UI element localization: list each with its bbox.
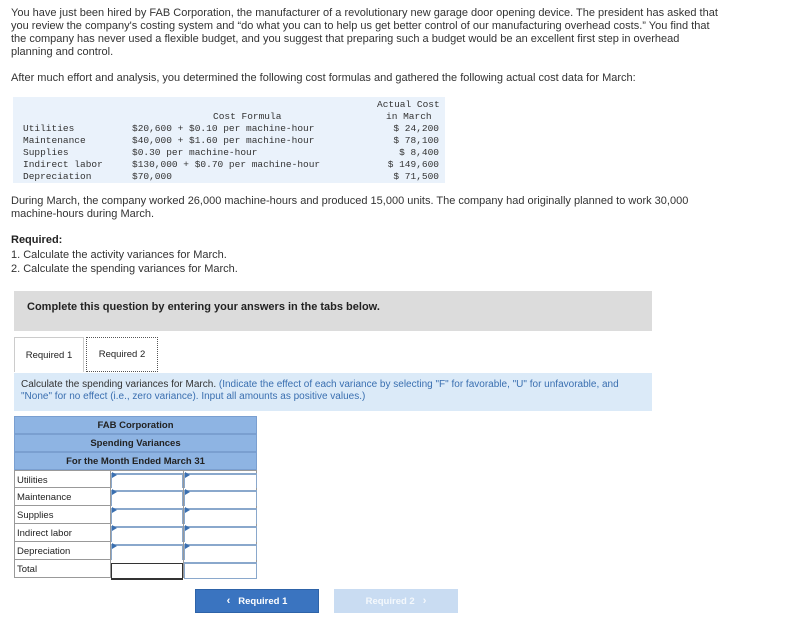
actual-cost-header: Actual Cost bbox=[377, 99, 440, 110]
required-item: 2. Calculate the spending variances for March. bbox=[11, 263, 238, 275]
input-marker-icon bbox=[185, 507, 190, 513]
total-amount-input[interactable] bbox=[111, 563, 183, 580]
required-title: Required: bbox=[11, 234, 63, 246]
input-marker-icon bbox=[112, 507, 117, 513]
input-marker-icon bbox=[112, 472, 117, 478]
utilities-effect-select[interactable] bbox=[184, 473, 257, 490]
row-label: Maintenance bbox=[17, 492, 72, 503]
required-item: 1. Calculate the activity variances for March. bbox=[11, 249, 227, 261]
cost-formula: $20,600 + $0.10 per machine-hour bbox=[132, 123, 315, 134]
cost-formula: $70,000 bbox=[132, 171, 172, 182]
cost-actual: $ 149,600 bbox=[387, 159, 439, 170]
table-period: For the Month Ended March 31 bbox=[14, 452, 257, 470]
cost-formula: $40,000 + $1.60 per machine-hour bbox=[132, 135, 315, 146]
supplies-effect-select[interactable] bbox=[184, 508, 257, 525]
spending-variance-table bbox=[14, 416, 257, 578]
maintenance-amount-input[interactable] bbox=[111, 490, 183, 507]
complete-instructions: Complete this question by entering your answers in the tabs below. bbox=[14, 291, 652, 331]
row-label: Indirect labor bbox=[17, 528, 72, 539]
input-marker-icon bbox=[112, 489, 117, 495]
table-row bbox=[14, 488, 257, 506]
cost-formula-header: Cost Formula bbox=[213, 111, 282, 122]
supplies-amount-input[interactable] bbox=[111, 508, 183, 525]
input-marker-icon bbox=[112, 525, 117, 531]
next-button-label: Required 2 bbox=[365, 595, 415, 607]
table-row bbox=[14, 524, 257, 542]
cost-row bbox=[23, 135, 443, 147]
total-effect-select[interactable] bbox=[184, 562, 257, 579]
chevron-right-icon: › bbox=[422, 595, 427, 607]
cost-row bbox=[23, 123, 443, 135]
cost-actual: $ 8,400 bbox=[399, 147, 439, 158]
cost-name: Indirect labor bbox=[23, 159, 103, 170]
cost-data-lead: After much effort and analysis, you determined the following cost formulas and gathered the following actual cost data for March: bbox=[11, 72, 636, 84]
table-row bbox=[14, 506, 257, 524]
prev-button[interactable] bbox=[195, 589, 319, 613]
table-row bbox=[14, 470, 257, 488]
cost-row bbox=[23, 147, 443, 159]
table-company: FAB Corporation bbox=[14, 416, 257, 434]
cost-actual: $ 71,500 bbox=[393, 171, 439, 182]
row-label: Utilities bbox=[17, 475, 48, 486]
input-marker-icon bbox=[185, 543, 190, 549]
depreciation-effect-select[interactable] bbox=[184, 544, 257, 561]
cost-name: Utilities bbox=[23, 123, 75, 134]
table-row bbox=[14, 542, 257, 560]
maintenance-effect-select[interactable] bbox=[184, 490, 257, 507]
activity-text: During March, the company worked 26,000 machine-hours and produced 15,000 units. The company had originally planned to work 30,000 machine-hours during March. bbox=[11, 195, 689, 220]
table-title: Spending Variances bbox=[14, 434, 257, 452]
utilities-amount-input[interactable] bbox=[111, 473, 183, 490]
cost-formula: $0.30 per machine-hour bbox=[132, 147, 258, 158]
chevron-left-icon: ‹ bbox=[226, 595, 231, 607]
input-marker-icon bbox=[185, 472, 190, 478]
cost-name: Depreciation bbox=[23, 171, 92, 182]
cost-name: Maintenance bbox=[23, 135, 86, 146]
cost-formula-table bbox=[13, 97, 445, 183]
problem-intro: You have just been hired by FAB Corporation, the manufacturer of a revolutionary new garage door opening device. The president has asked that you review the company's costing system and “do what you can to help us get better control of our manufacturing overhead costs.” You find that the company has never used a flexible budget, and you suggest that preparing such a budget would be an excellent first step in overhead planning and control. bbox=[11, 7, 718, 58]
indirect-labor-amount-input[interactable] bbox=[111, 526, 183, 543]
depreciation-amount-input[interactable] bbox=[111, 544, 183, 561]
input-marker-icon bbox=[185, 525, 190, 531]
cost-name: Supplies bbox=[23, 147, 69, 158]
next-button[interactable] bbox=[334, 589, 458, 613]
input-marker-icon bbox=[185, 489, 190, 495]
row-label: Total bbox=[17, 564, 38, 575]
cost-row bbox=[23, 159, 443, 171]
question-instruction bbox=[14, 373, 652, 411]
indirect-labor-effect-select[interactable] bbox=[184, 526, 257, 543]
prev-button-label: Required 1 bbox=[238, 595, 288, 607]
instruction-hint: (Indicate the effect of each variance by selecting "F" for favorable, "U" for unfavorable, and "None" for no effect (i.e., zero variance). Input all amounts as positive values.) bbox=[21, 379, 619, 402]
in-march-header: in March bbox=[386, 111, 432, 122]
table-row-total bbox=[14, 560, 257, 578]
tab-required-1[interactable]: Required 1 bbox=[14, 337, 84, 372]
row-label: Depreciation bbox=[17, 546, 71, 557]
tab-required-2[interactable]: Required 2 bbox=[86, 337, 158, 372]
cost-row bbox=[23, 171, 443, 183]
instruction-main: Calculate the spending variances for March. bbox=[21, 379, 217, 390]
cost-actual: $ 78,100 bbox=[393, 135, 439, 146]
cost-formula: $130,000 + $0.70 per machine-hour bbox=[132, 159, 321, 170]
cost-actual: $ 24,200 bbox=[393, 123, 439, 134]
row-label: Supplies bbox=[17, 510, 54, 521]
input-marker-icon bbox=[112, 543, 117, 549]
